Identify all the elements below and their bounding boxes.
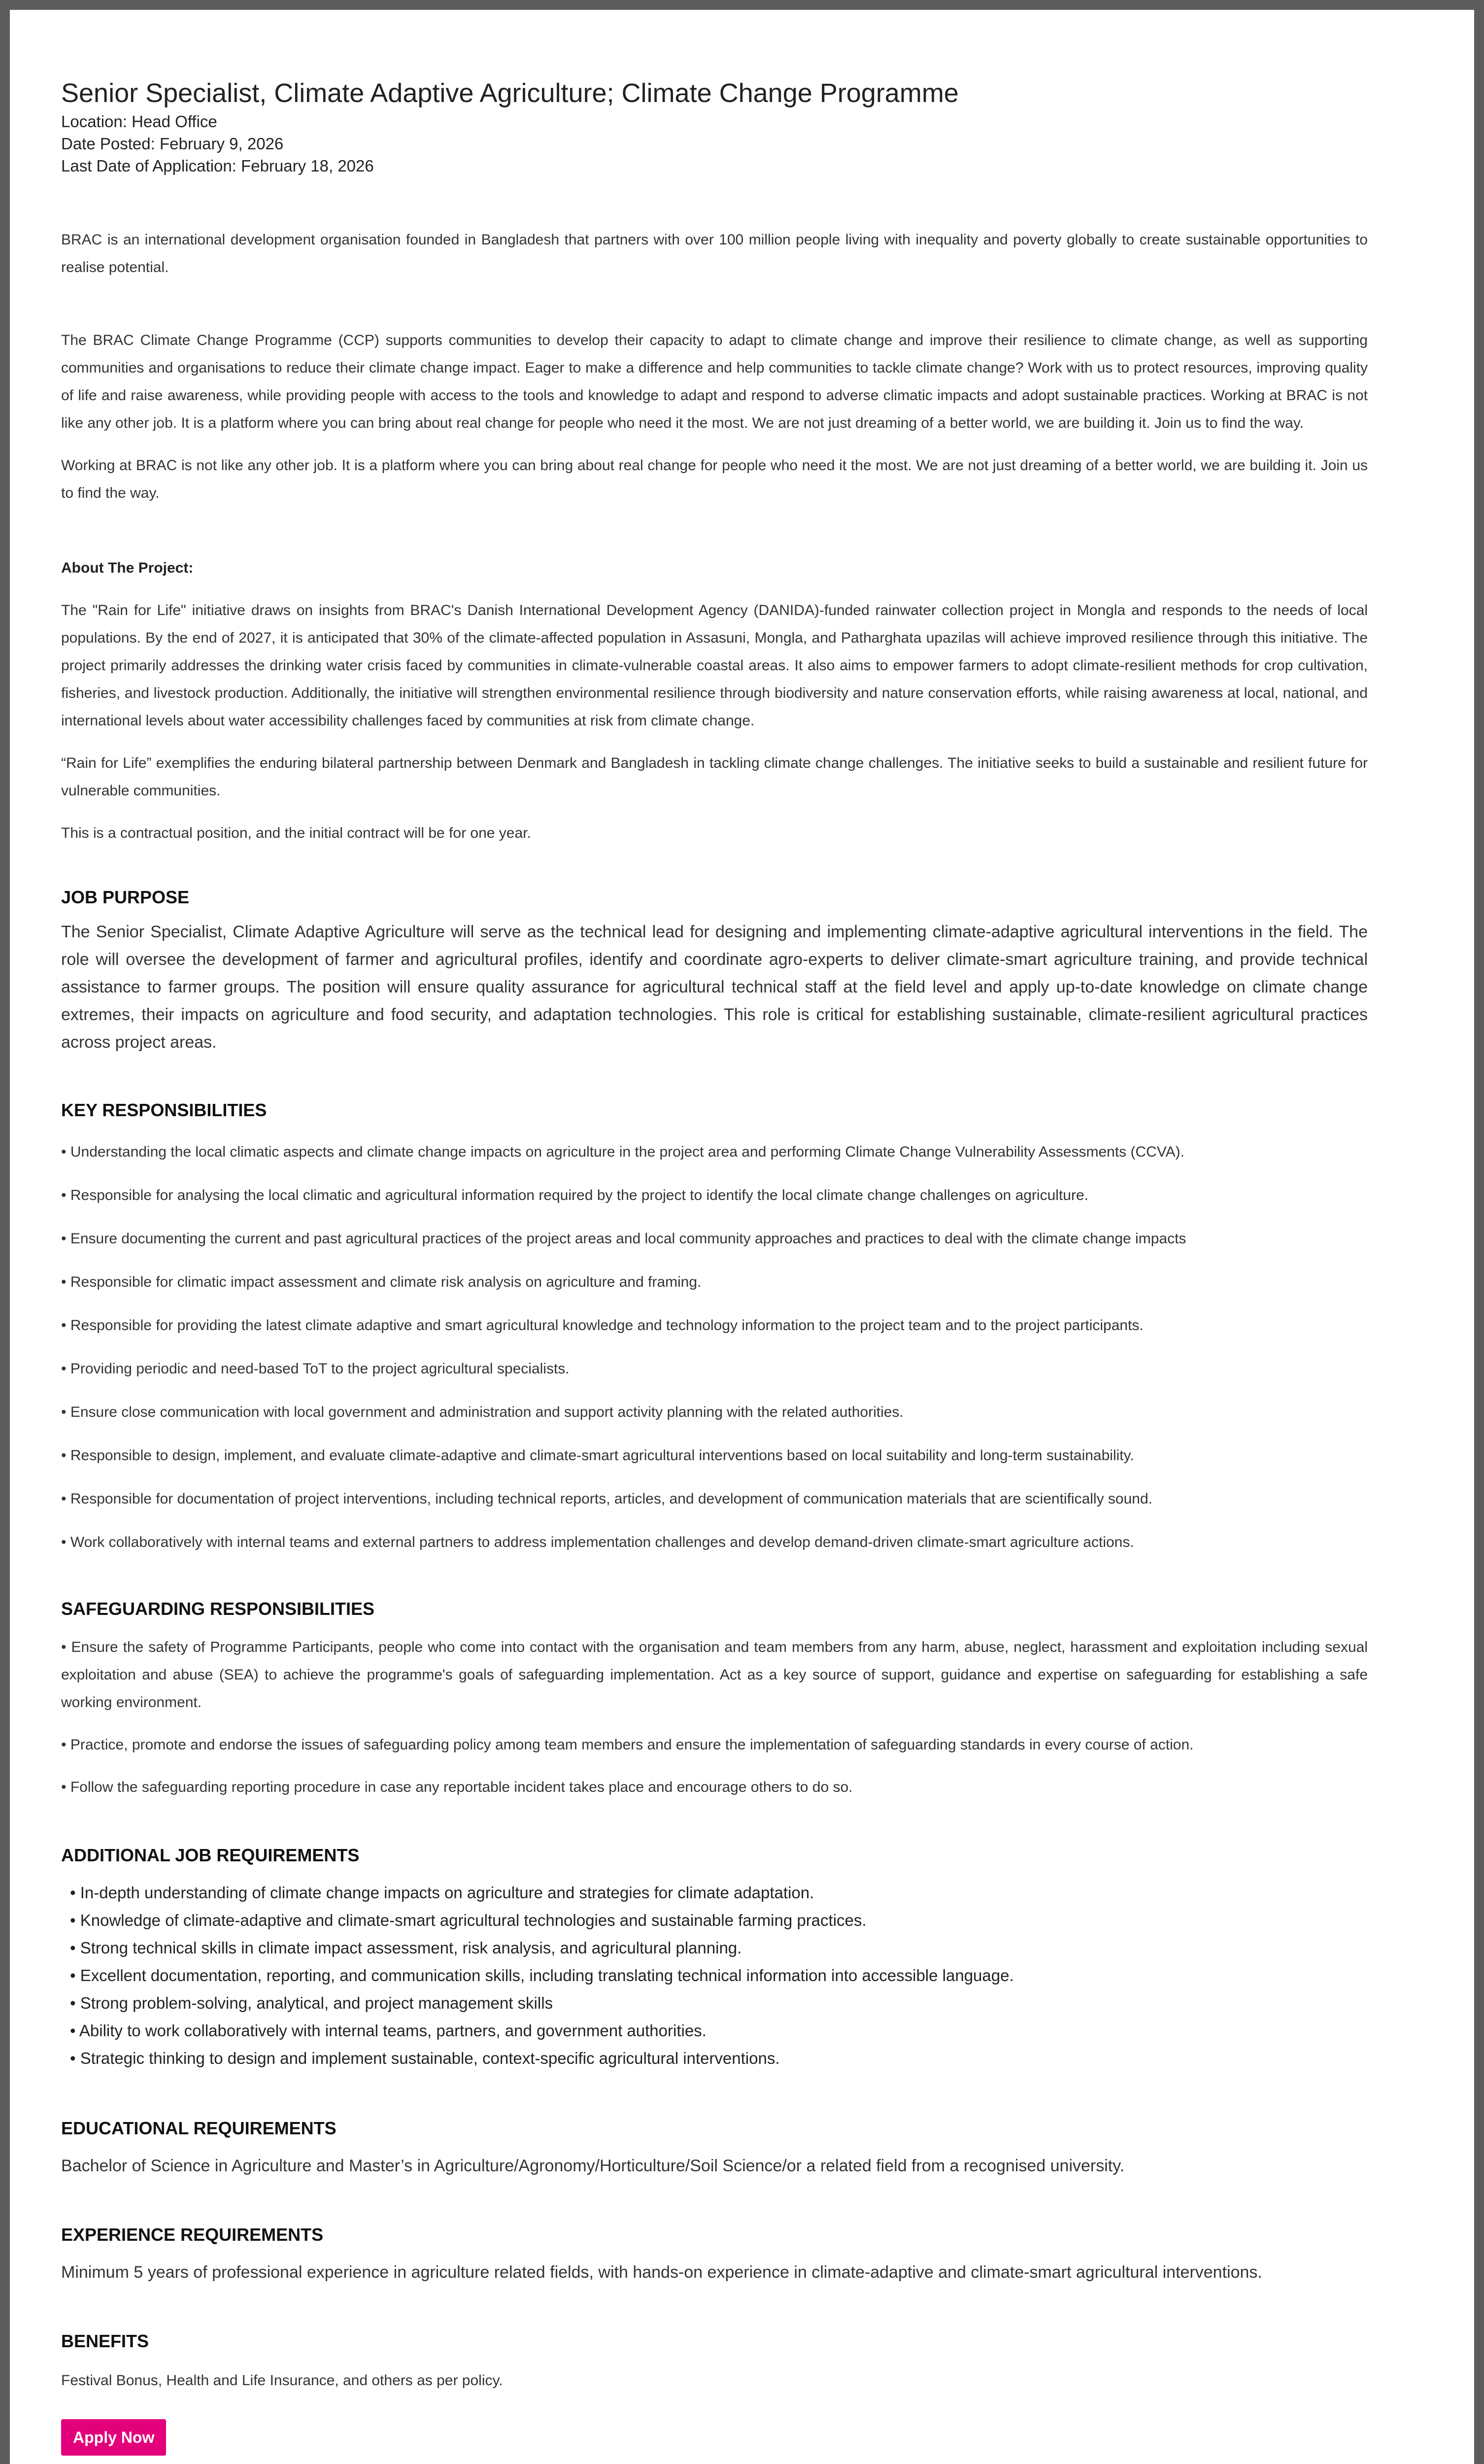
additional-requirements-heading: ADDITIONAL JOB REQUIREMENTS [61,1845,360,1865]
list-item: • Ability to work collaboratively with internal teams, partners, and government authorities. [70,2017,1368,2045]
list-item: • Responsible for climatic impact assessment and climate risk analysis on agriculture and framing. [61,1274,702,1290]
intro-paragraph-ccp: The BRAC Climate Change Programme (CCP) supports communities to develop their capacity to adapt to climate change and improve their resilience to climate change, as well as supporting communities and organisations to reduce their climate change impact. Eager to make a difference and help communities to tackle climate change? Work with us to protect resources, improving quality of life and raise awareness, while providing people with access to the tools and knowledge to adapt and respond to adverse climatic impacts and adopt sustainable practices. Working at BRAC is not like any other job. It is a platform where you can bring about real change for people who need it the most. We are not just dreaming of a better world, we are building it. Join us to find the way. [61,332,1368,431]
list-item: • Responsible to design, implement, and evaluate climate-adaptive and climate-smart agricultural interventions based on local suitability and long-term sustainability. [61,1447,1134,1464]
key-responsibilities-list [61,1142,1368,1553]
key-responsibilities-heading: KEY RESPONSIBILITIES [61,1100,267,1120]
education-heading: EDUCATIONAL REQUIREMENTS [61,2118,337,2138]
list-item: • Strategic thinking to design and implement sustainable, context-specific agricultural interventions. [70,2045,1368,2072]
date-posted: Date Posted: February 9, 2026 [61,135,284,153]
list-item: • Strong problem-solving, analytical, and project management skills [70,1989,1368,2017]
contract-note: This is a contractual position, and the initial contract will be for one year. [61,825,531,841]
list-item: • Understanding the local climatic aspects and climate change impacts on agriculture in the project area and performing Climate Change Vulnerability Assessments (CCVA). [61,1144,1184,1160]
safeguarding-list [61,1634,1368,1801]
about-project-paragraph: The "Rain for Life" initiative draws on insights from BRAC's Danish International Development Agency (DANIDA)-funded rainwater collection project in Mongla and responds to the needs of local populations. By the end of 2027, it is anticipated that 30% of the climate-affected population in Assasuni, Mongla, and Patharghata upazilas will achieve improved resilience through this initiative. The project primarily addresses the drinking water crisis faced by communities in climate-vulnerable coastal areas. It also aims to empower farmers to adopt climate-resilient methods for crop cultivation, fisheries, and livestock production. Additionally, the initiative will strengthen environmental resilience through biodiversity and nature conservation efforts, while raising awareness at local, national, and international levels about water accessibility challenges faced by communities at risk from climate change. [61,602,1368,729]
list-item: • Responsible for documentation of project interventions, including technical reports, articles, and development of communication materials that are scientifically sound. [61,1491,1152,1507]
list-item: • Work collaboratively with internal teams and external partners to address implementation challenges and develop demand-driven climate-smart agriculture actions. [61,1534,1134,1550]
apply-now-button[interactable]: Apply Now [61,2419,166,2456]
list-item: • Responsible for analysing the local climatic and agricultural information required by the project to identify the local climate change challenges on agriculture. [61,1187,1088,1203]
safeguarding-heading: SAFEGUARDING RESPONSIBILITIES [61,1599,375,1619]
list-item: • Strong technical skills in climate impact assessment, risk analysis, and agricultural planning. [70,1934,1368,1962]
application-deadline: Last Date of Application: February 18, 2026 [61,157,374,175]
list-item: • Follow the safeguarding reporting procedure in case any reportable incident takes place and encourage others to do so. [61,1779,853,1795]
page-title: Senior Specialist, Climate Adaptive Agriculture; Climate Change Programme [61,78,959,108]
job-posting-page [10,10,1474,2464]
rain-for-life-paragraph: “Rain for Life” exemplifies the enduring bilateral partnership between Denmark and Bangladesh in tackling climate change challenges. The initiative seeks to build a sustainable and resilient future for vulnerable communities. [61,755,1368,799]
list-item: • Ensure documenting the current and past agricultural practices of the project areas and local community approaches and practices to deal with the climate change impacts [61,1231,1186,1247]
intro-paragraph-working: Working at BRAC is not like any other job. It is a platform where you can bring about real change for people who need it the most. We are not just dreaming of a better world, we are building it. Join us to find the way. [61,457,1368,501]
job-location: Location: Head Office [61,112,217,131]
about-project-heading: About The Project: [61,560,194,576]
list-item: • Providing periodic and need-based ToT to the project agricultural specialists. [61,1361,570,1377]
additional-requirements-list [61,1879,1368,2072]
benefits-heading: BENEFITS [61,2331,149,2351]
list-item: • Ensure close communication with local government and administration and support activity planning with the related authorities. [61,1404,904,1420]
job-purpose-text: The Senior Specialist, Climate Adaptive Agriculture will serve as the technical lead for designing and implementing climate-adaptive agricultural interventions in the field. The role will oversee the development of farmer and agricultural profiles, identify and coordinate agro-experts to deliver climate-smart agriculture training, and provide technical assistance to farmer groups. The position will ensure quality assurance for agricultural technical staff at the field level and apply up-to-date knowledge on climate change extremes, their impacts on agriculture and food security, and adaptation technologies. This role is critical for establishing sustainable, climate-resilient agricultural practices across project areas. [61,923,1368,1052]
list-item: • Practice, promote and endorse the issues of safeguarding policy among team members and ensure the implementation of safeguarding standards in every course of action. [61,1737,1194,1753]
list-item: • Responsible for providing the latest climate adaptive and smart agricultural knowledge and technology information to the project team and to the project participants. [61,1317,1144,1334]
apply-container [61,2419,1368,2456]
benefits-text: Festival Bonus, Health and Life Insurance, and others as per policy. [61,2372,503,2389]
job-posting-content [61,64,1368,2456]
experience-heading: EXPERIENCE REQUIREMENTS [61,2224,324,2245]
list-item: • In-depth understanding of climate change impacts on agriculture and strategies for climate adaptation. [70,1879,1368,1907]
intro-paragraph-org: BRAC is an international development organisation founded in Bangladesh that partners with over 100 million people living with inequality and poverty globally to create sustainable opportunities to realise potential. [61,232,1368,275]
job-purpose-heading: JOB PURPOSE [61,887,190,907]
list-item: • Ensure the safety of Programme Participants, people who come into contact with the organisation and team members from any harm, abuse, neglect, harassment and exploitation including sexual exploitation and abuse (SEA) to achieve the programme's goals of safeguarding implementation. Act as a key source of support, guidance and expertise on safeguarding for establishing a safe working environment. [61,1639,1368,1711]
list-item: • Knowledge of climate-adaptive and climate-smart agricultural technologies and sustainable farming practices. [70,1907,1368,1934]
education-text: Bachelor of Science in Agriculture and Master’s in Agriculture/Agronomy/Horticulture/Soil Science/or a related field from a recognised university. [61,2156,1125,2175]
experience-text: Minimum 5 years of professional experience in agriculture related fields, with hands-on experience in climate-adaptive and climate-smart agricultural interventions. [61,2263,1262,2282]
list-item: • Excellent documentation, reporting, and communication skills, including translating technical information into accessible language. [70,1962,1368,1989]
